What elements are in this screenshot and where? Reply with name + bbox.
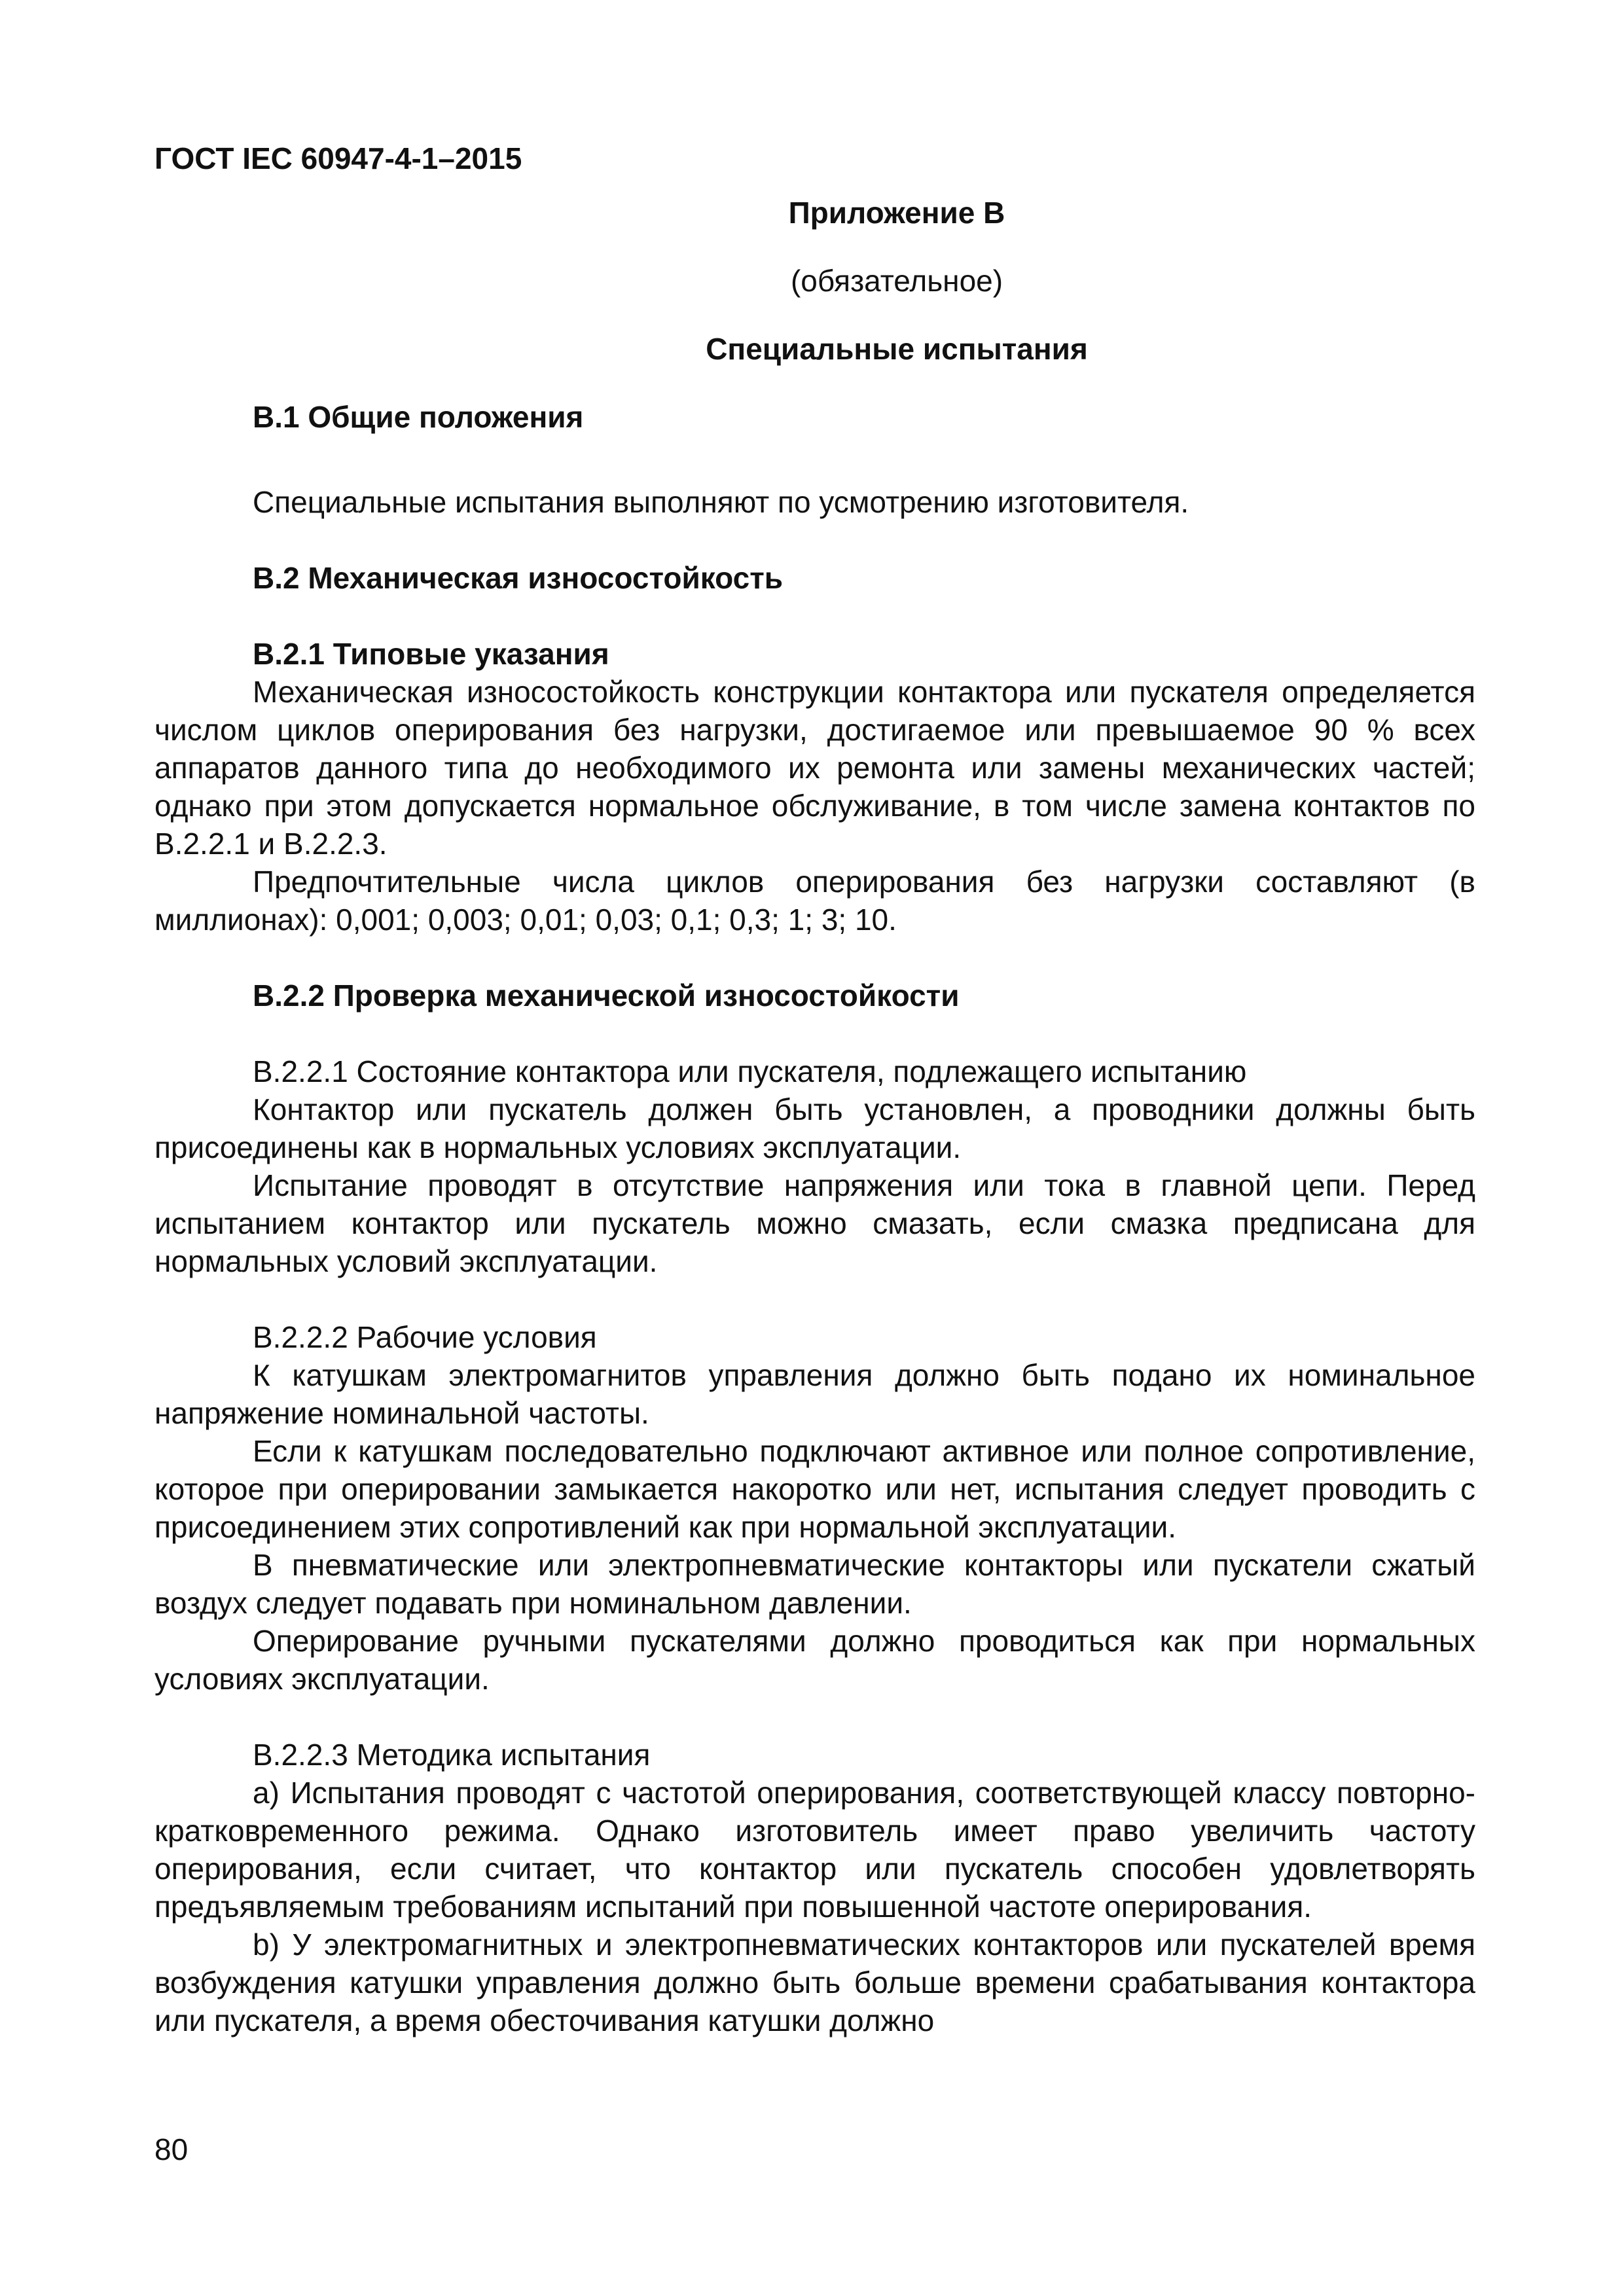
section-b221-paragraph-1: Контактор или пускатель должен быть установлен, а проводники должны быть присоединены как в нормальных условиях эксплуатации. [154, 1092, 1475, 1164]
section-b223-item-b: b) У электромагнитных и электропневматических контакторов или пускателей время возбуждения катушки управления должно быть больше времени срабатывания контактора или пускателя, а время обесточивания катушки должно [154, 1928, 1475, 2037]
section-b222-paragraph-1: К катушкам электромагнитов управления должно быть подано их номинальное напряжение номинальной частоты. [154, 1358, 1475, 1430]
document-header: ГОСТ IEC 60947-4-1–2015 [154, 141, 522, 175]
section-b223-item-a: а) Испытания проводят с частотой оперирования, соответствующей классу повторно-кратковременного режима. Однако изготовитель имеет право увеличить частоту оперирования, если считает, что контактор или пускатель способен удовлетворять предъявляемым требованиям испытаний при повышенной частоте оперирования. [154, 1776, 1475, 1924]
section-b221-paragraph-2: Испытание проводят в отсутствие напряжения или тока в главной цепи. Перед испытанием контактор или пускатель можно смазать, если смазка предписана для нормальных условий эксплуатации. [154, 1168, 1475, 1278]
appendix-subject: Специальные испытания [706, 332, 1088, 366]
section-b21-paragraph-2: Предпочтительные числа циклов оперирования без нагрузки составляют (в миллионах): 0,001; 0,003; 0,01; 0,03; 0,1; 0,3; 1; 3; 10. [154, 865, 1475, 937]
section-b221-heading: В.2.2.1 Состояние контактора или пускателя, подлежащего испытанию [253, 1054, 1247, 1088]
section-b22-heading: В.2.2 Проверка механической износостойкости [253, 978, 960, 1013]
section-b223-heading: В.2.2.3 Методика испытания [253, 1738, 651, 1772]
section-b1-text: Специальные испытания выполняют по усмотрению изготовителя. [253, 485, 1189, 519]
section-b222-paragraph-2: Если к катушкам последовательно подключают активное или полное сопротивление, которое при оперировании замыкается накоротко или нет, испытания следует проводить с присоединением этих сопротивлений как при нормальной эксплуатации. [154, 1434, 1475, 1544]
section-b222-paragraph-4: Оперирование ручными пускателями должно проводиться как при нормальных условиях эксплуатации. [154, 1624, 1475, 1696]
section-b21-paragraph-1: Механическая износостойкость конструкции контактора или пускателя определяется числом циклов оперирования без нагрузки, достигаемое или превышаемое 90 % всех аппаратов данного типа до необходимого их ремонта или замены механических частей; однако при этом допускается нормальное обслуживание, в том числе замена контактов по В.2.2.1 и В.2.2.3. [154, 675, 1475, 861]
document-body [154, 194, 1475, 2039]
section-b1-heading: В.1 Общие положения [253, 400, 584, 434]
section-b21-heading: В.2.1 Типовые указания [253, 637, 609, 671]
section-b222-heading: В.2.2.2 Рабочие условия [253, 1320, 597, 1354]
section-b2-heading: В.2 Механическая износостойкость [253, 561, 784, 595]
appendix-title: Приложение В [788, 196, 1005, 230]
section-b222-paragraph-3: В пневматические или электропневматические контакторы или пускатели сжатый воздух следует подавать при номинальном давлении. [154, 1548, 1475, 1620]
page-number: 80 [154, 2132, 189, 2166]
appendix-status: (обязательное) [790, 264, 1003, 298]
